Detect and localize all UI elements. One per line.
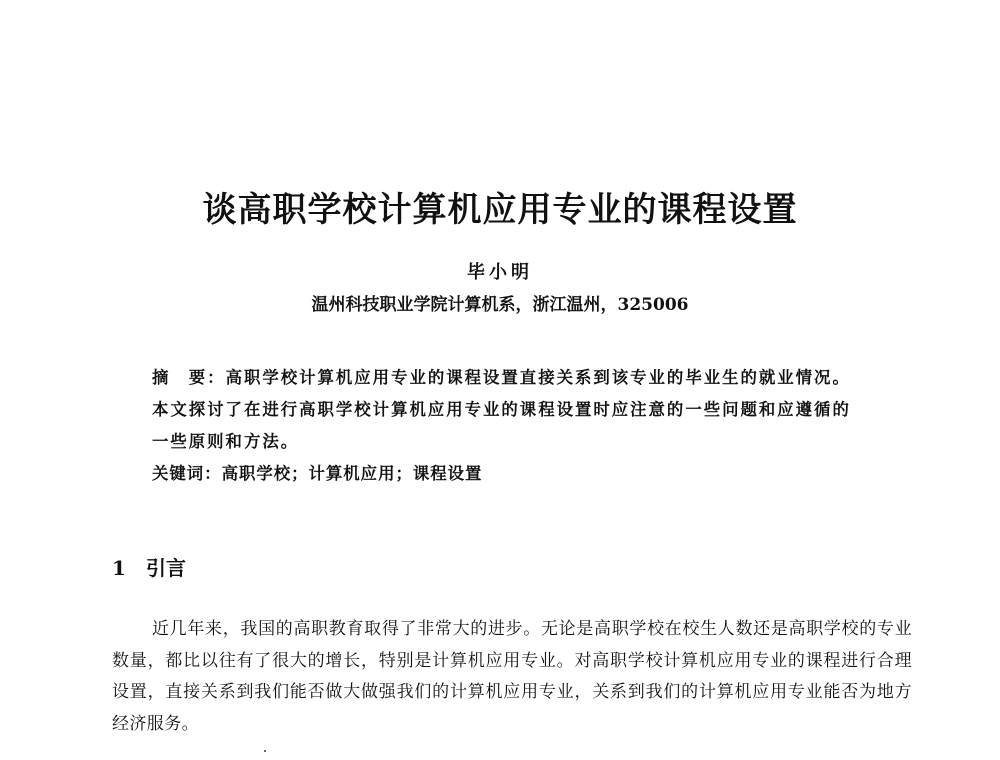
keywords-label: 关键词： xyxy=(152,464,222,483)
section-title: 引言 xyxy=(146,556,186,580)
section-number: 1 xyxy=(112,556,126,580)
keywords-text: 高职学校；计算机应用；课程设置 xyxy=(221,464,483,483)
abstract-label: 摘 要： xyxy=(152,368,226,387)
keywords xyxy=(152,458,864,490)
paper-title: 谈高职学校计算机应用专业的课程设置 xyxy=(202,190,798,230)
author-name: 毕小明 xyxy=(467,262,533,283)
abstract-text: 高职学校计算机应用专业的课程设置直接关系到该专业的毕业生的就业情况。本文探讨了在进行高职学校计算机应用专业的课程设置时应注意的一些问题和应遵循的一些原则和方法。 xyxy=(152,368,851,451)
author-affiliation: 温州科技职业学院计算机系，浙江温州，325006 xyxy=(311,295,689,315)
section-paragraph: 近几年来，我国的高职教育取得了非常大的进步。无论是高职学校在校生人数还是高职学校的专业数量，都比以往有了很大的增长，特别是计算机应用专业。对高职学校计算机应用专业的课程进行合理设置，直接关系到我们能否做大做强我们的计算机应用专业，关系到我们的计算机应用专业能否为地方经济服务。 xyxy=(112,619,912,734)
scan-speck xyxy=(264,750,266,752)
abstract xyxy=(152,362,864,458)
section-heading xyxy=(112,552,186,581)
